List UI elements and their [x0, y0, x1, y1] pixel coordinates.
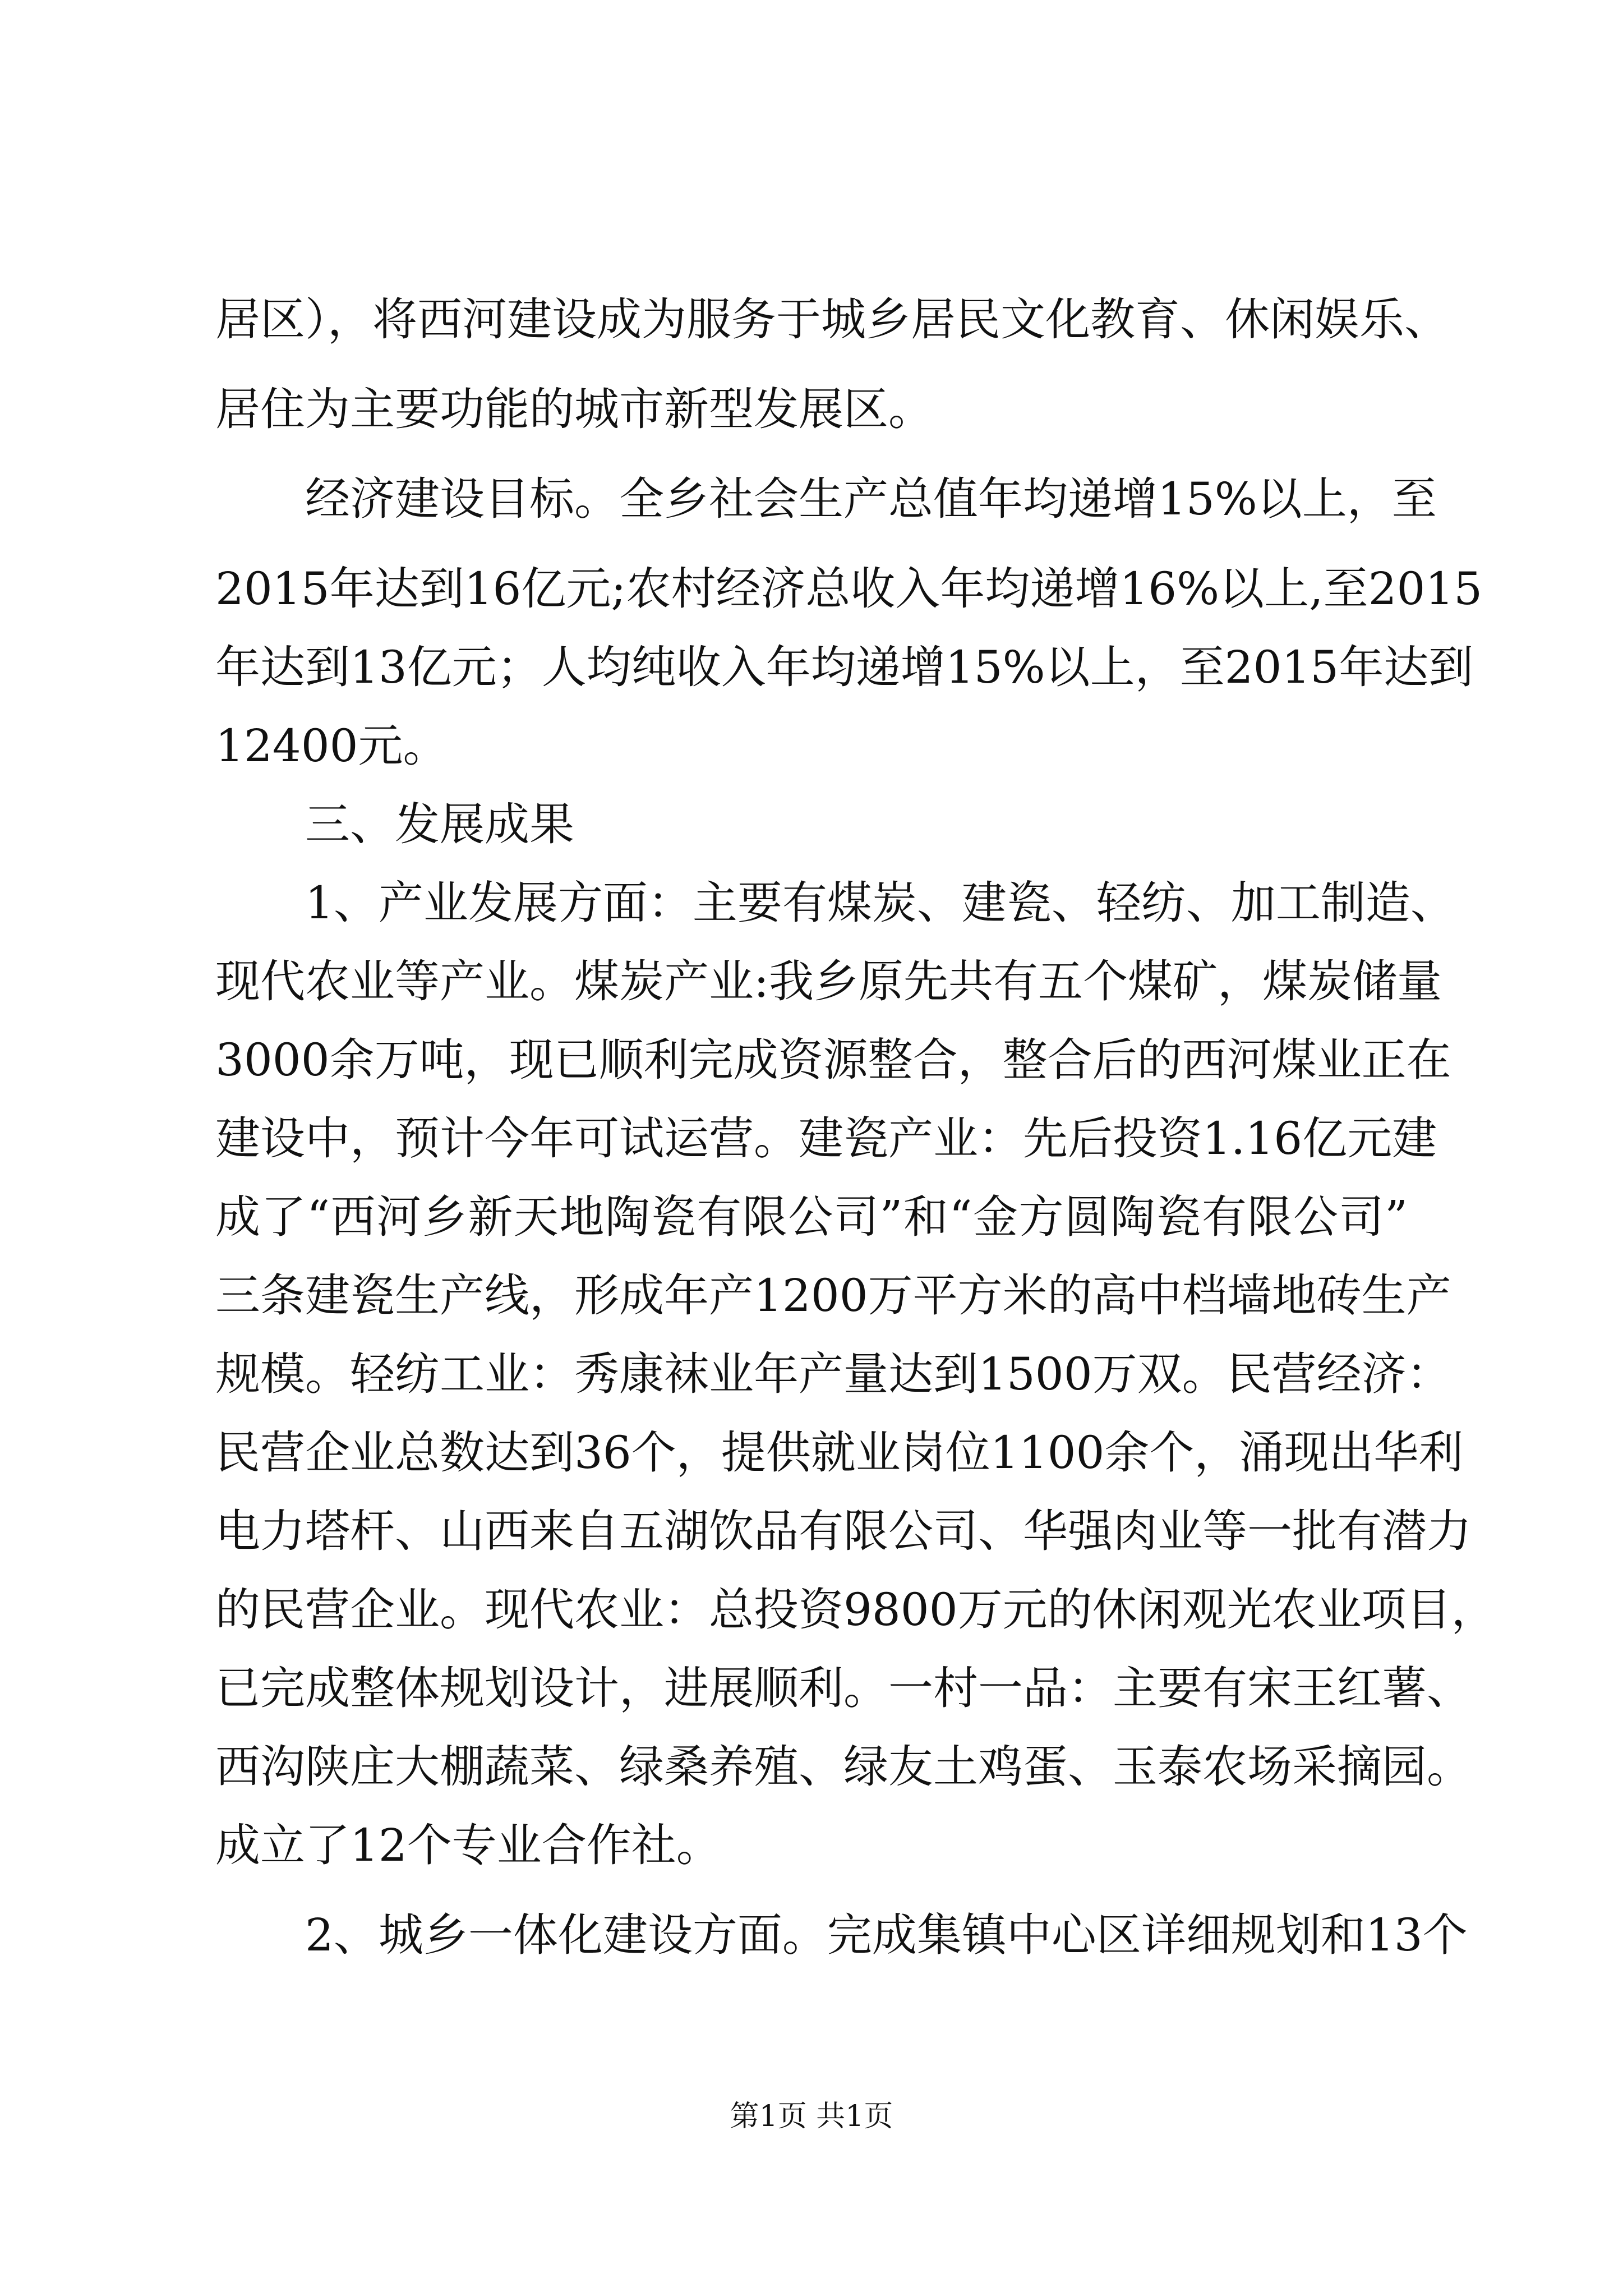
text-line: 居住为主要功能的城市新型发展区。	[215, 383, 933, 435]
text-line: 建设中，预计今年可试运营。建瓷产业：先后投资1.16亿元建	[215, 1112, 1437, 1165]
page-footer: 第1页 共1页	[730, 2100, 893, 2133]
text-line: 规模。轻纺工业：秀康袜业年产量达到1500万双。民营经济：	[215, 1348, 1451, 1400]
text-line: 居区），将西河建设成为服务于城乡居民文化教育、休闲娱乐、	[215, 293, 1449, 346]
text-line: 已完成整体规划设计，进展顺利。一村一品：主要有宋王红薯、	[215, 1662, 1472, 1714]
text-line: 12400元。	[215, 720, 448, 772]
text-line: 2、城乡一体化建设方面。完成集镇中心区详细规划和13个	[305, 1909, 1468, 1961]
text-line: 年达到13亿元；人均纯收入年均递增15%以上，至2015年达到	[215, 641, 1474, 693]
text-line: 的民营企业。现代农业：总投资9800万元的休闲观光农业项目，	[215, 1584, 1496, 1636]
text-line: 民营企业总数达到36个，提供就业岗位1100余个，涌现出华利	[215, 1427, 1464, 1479]
text-line: 现代农业等产业。煤炭产业:我乡原先共有五个煤矿，煤炭储量	[215, 955, 1442, 1007]
text-line: 西沟陕庄大棚蔬菜、绿桑养殖、绿友土鸡蛋、玉泰农场采摘园。	[215, 1741, 1472, 1793]
text-line: 成了“西河乡新天地陶瓷有限公司”和“金方圆陶瓷有限公司”	[215, 1191, 1408, 1243]
section-heading: 三、发展成果	[305, 798, 574, 850]
text-line: 1、产业发展方面：主要有煤炭、建瓷、轻纺、加工制造、	[305, 877, 1455, 929]
text-line: 2015年达到16亿元;农村经济总收入年均递增16%以上,至2015	[215, 563, 1483, 615]
text-line: 经济建设目标。全乡社会生产总值年均递增15%以上，至	[305, 473, 1437, 525]
text-line: 三条建瓷生产线，形成年产1200万平方米的高中档墙地砖生产	[215, 1269, 1451, 1322]
text-line: 成立了12个专业合作社。	[215, 1819, 721, 1871]
text-line: 电力塔杆、山西来自五湖饮品有限公司、华强肉业等一批有潜力	[215, 1505, 1472, 1557]
text-line: 3000余万吨，现已顺利完成资源整合，整合后的西河煤业正在	[215, 1034, 1451, 1086]
